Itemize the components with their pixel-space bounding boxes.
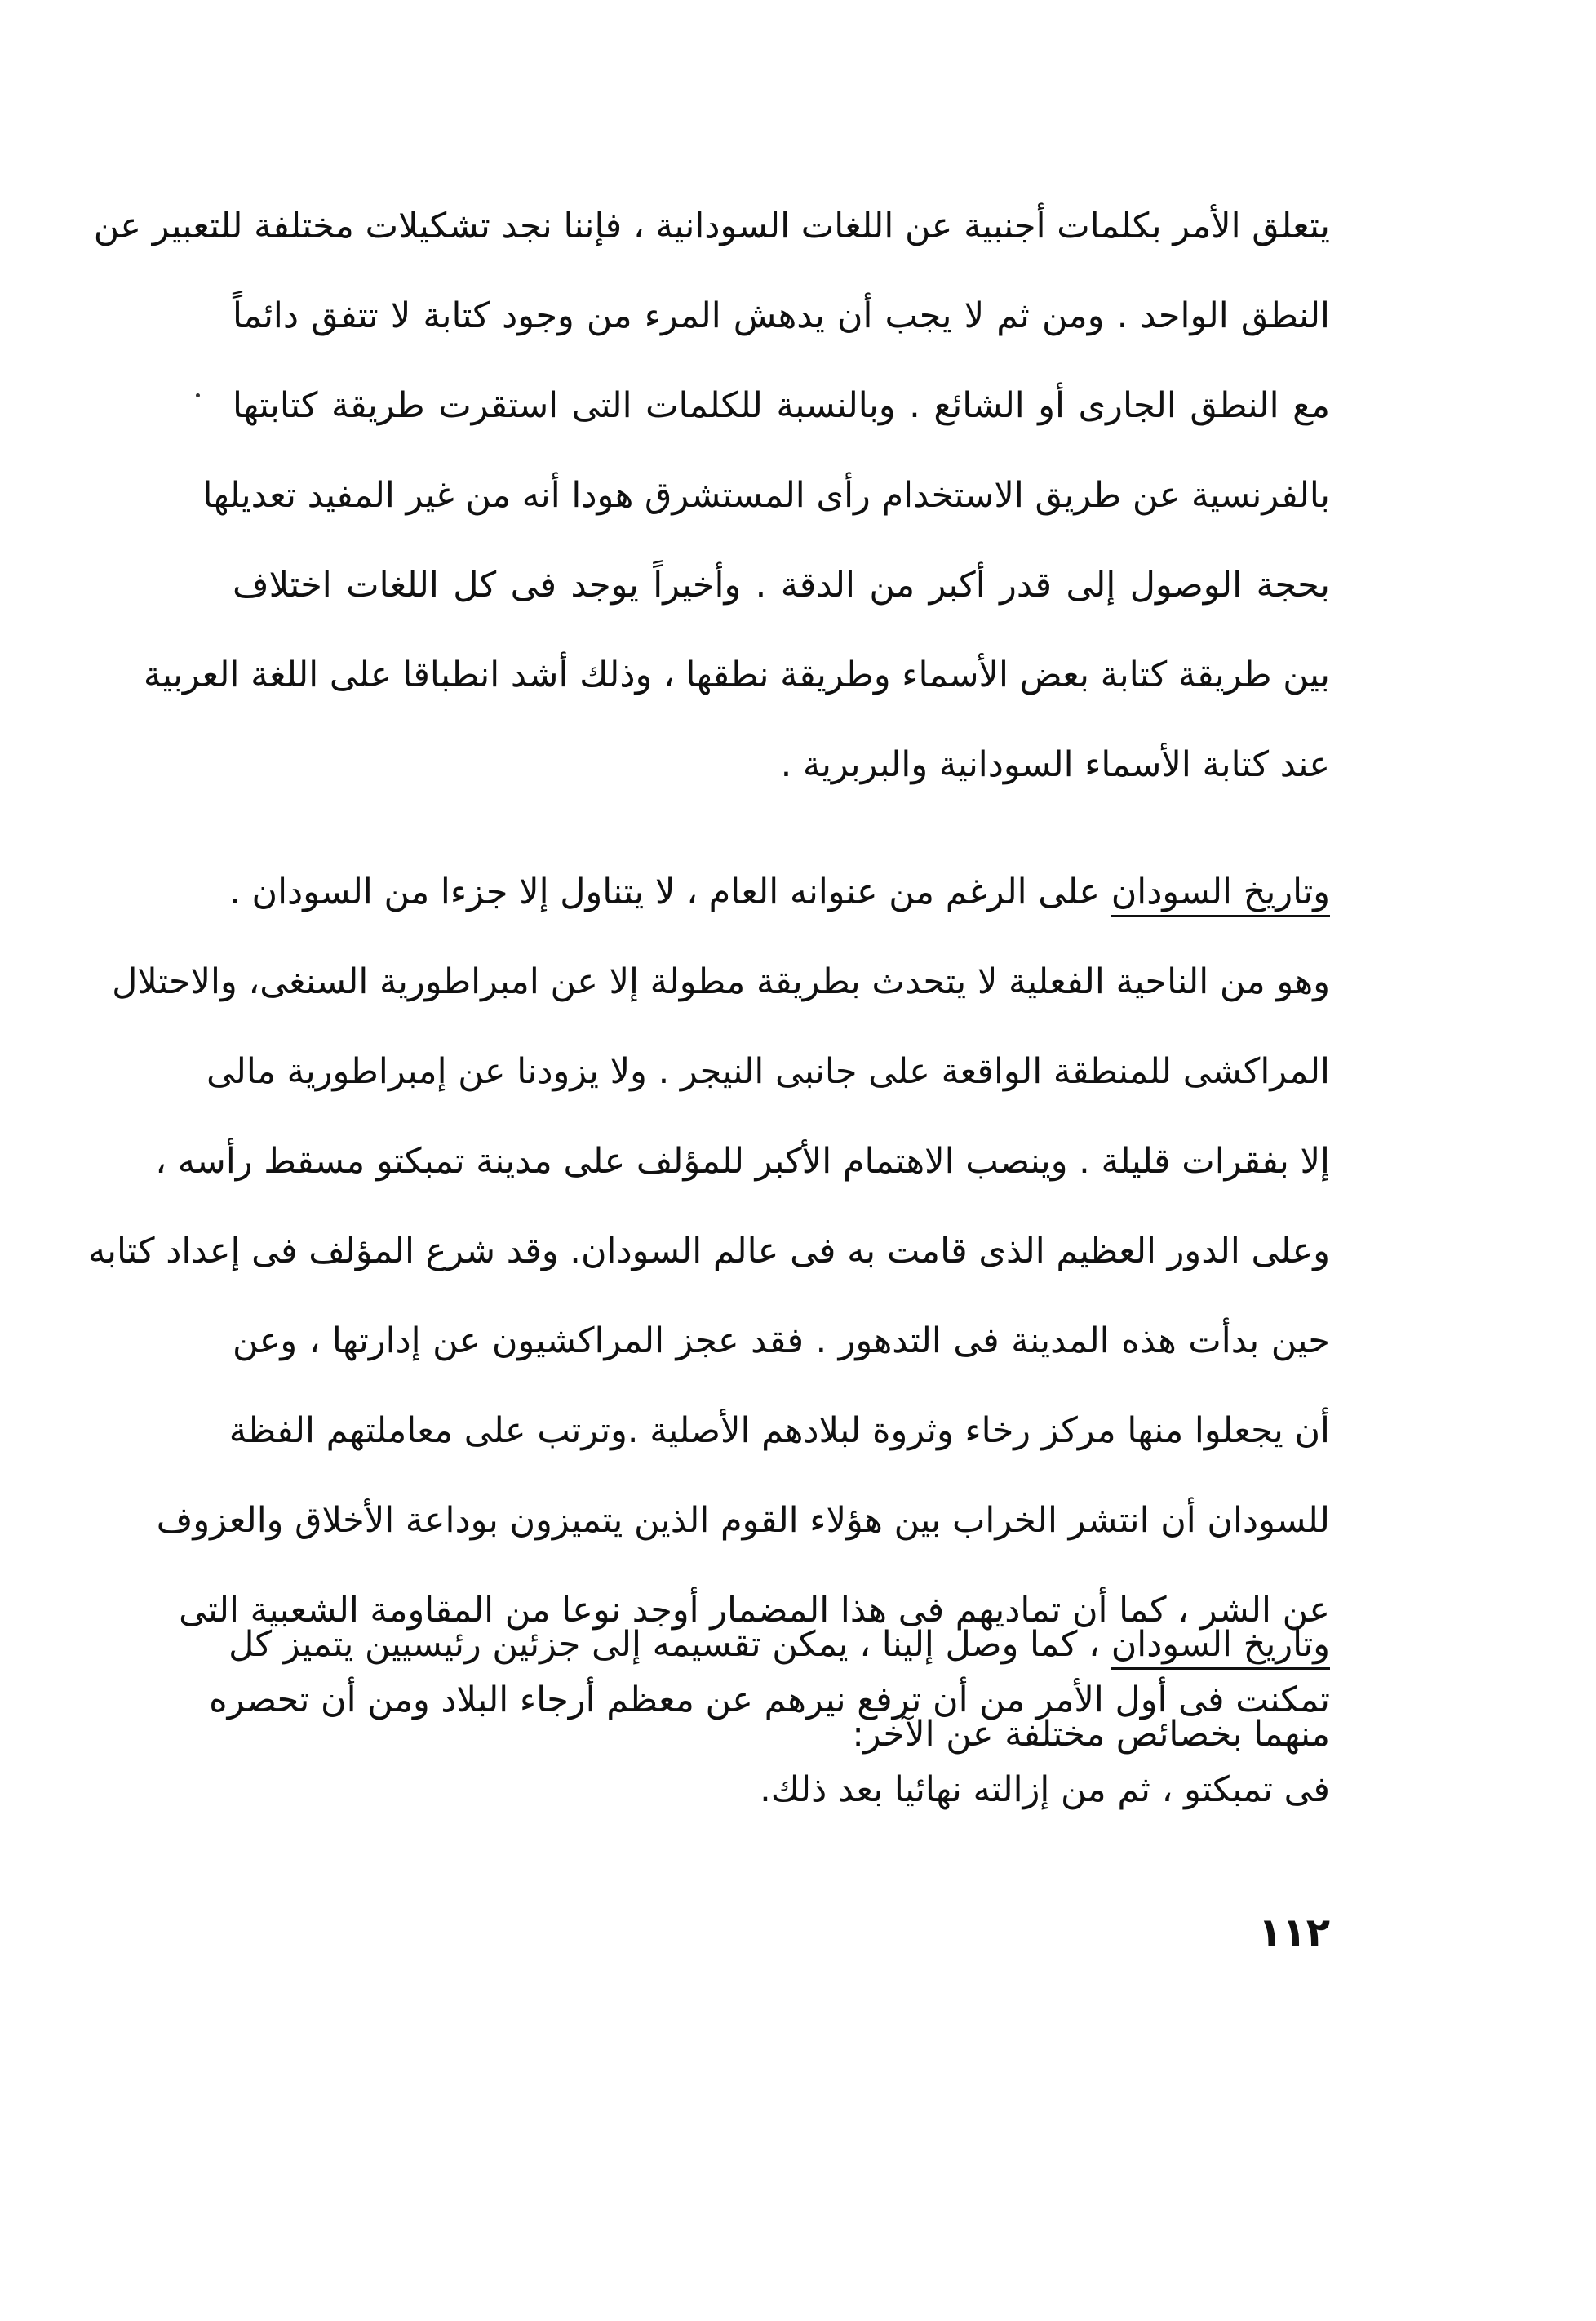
paragraph-line: يتعلق الأمر بكلمات أجنبية عن اللغات السودانية ، فإننا نجد تشكيلات مختلفة للتعبير عن (93, 206, 1330, 246)
paragraph-line: وهو من الناحية الفعلية لا يتحدث بطريقة مطولة إلا عن امبراطورية السنغى، والاحتلال (112, 961, 1330, 1002)
paragraph-line: فى تمبكتو ، ثم من إزالته نهائيا بعد ذلك. (760, 1769, 1330, 1810)
paragraph-lead-text: على الرغم من عنوانه العام ، لا يتناول إلا جزءا من السودان . (229, 872, 1111, 912)
paragraph-line: عن الشر ، كما أن تماديهم فى هذا المضمار أوجد نوعا من المقاومة الشعبية التى (179, 1590, 1330, 1631)
paragraph-first-line (228, 1600, 1330, 1689)
paragraph-lead-text: ، كما وصل إلينا ، يمكن تقسيمه إلى جزئين رئيسيين يتميز كل (228, 1624, 1111, 1665)
paragraph-line: عند كتابة الأسماء السودانية والبربرية . (780, 744, 1330, 785)
margin-mark (196, 393, 200, 397)
paragraph-line: منهما بخصائص مختلفة عن الآخر: (852, 1714, 1330, 1755)
paragraph-first-line (229, 847, 1330, 937)
page-number: ١١٢ (1258, 1910, 1330, 1955)
paragraph-line: المراكشى للمنطقة الواقعة على جانبى النيجر . ولا يزودنا عن إمبراطورية مالى (206, 1051, 1330, 1092)
paragraph-3 (209, 1600, 1330, 1779)
paragraph-line: للسودان أن انتشر الخراب بين هؤلاء القوم الذين يتميزون بوداعة الأخلاق والعزوف (156, 1500, 1330, 1541)
book-title-underlined: وتاريخ السودان (1111, 872, 1330, 912)
paragraph-line: بين طريقة كتابة بعض الأسماء وطريقة نطقها ، وذلك أشد انطباقا على اللغة العربية (143, 655, 1330, 695)
paragraph-1 (93, 181, 1330, 810)
paragraph-line: بالفرنسية عن طريق الاستخدام رأى المستشرق هودا أنه من غير المفيد تعديلها (202, 475, 1330, 516)
paragraph-line: بحجة الوصول إلى قدر أكبر من الدقة . وأخيراً يوجد فى كل اللغات اختلاف (233, 565, 1330, 606)
paragraph-line: إلا بفقرات قليلة . وينصب الاهتمام الأكبر للمؤلف على مدينة تمبكتو مسقط رأسه ، (155, 1141, 1330, 1182)
paragraph-line: تمكنت فى أول الأمر من أن ترفع نيرهم عن معظم أرجاء البلاد ومن أن تحصره (209, 1680, 1330, 1720)
paragraph-line: مع النطق الجارى أو الشائع . وبالنسبة للكلمات التى استقرت طريقة كتابتها (233, 385, 1330, 426)
book-title-underlined: وتاريخ السودان (1111, 1624, 1330, 1665)
paragraph-line: حين بدأت هذه المدينة فى التدهور . فقد عجز المراكشيون عن إدارتها ، وعن (233, 1320, 1330, 1361)
paragraph-line: وعلى الدور العظيم الذى قامت به فى عالم السودان. وقد شرع المؤلف فى إعداد كتابه (88, 1231, 1330, 1271)
paragraph-line: أن يجعلوا منها مركز رخاء وثروة لبلادهم الأصلية .وترتب على معاملتهم الفظة (228, 1410, 1330, 1451)
paragraph-line: النطق الواحد . ومن ثم لا يجب أن يدهش المرء من وجود كتابة لا تتفق دائماً (233, 295, 1330, 336)
